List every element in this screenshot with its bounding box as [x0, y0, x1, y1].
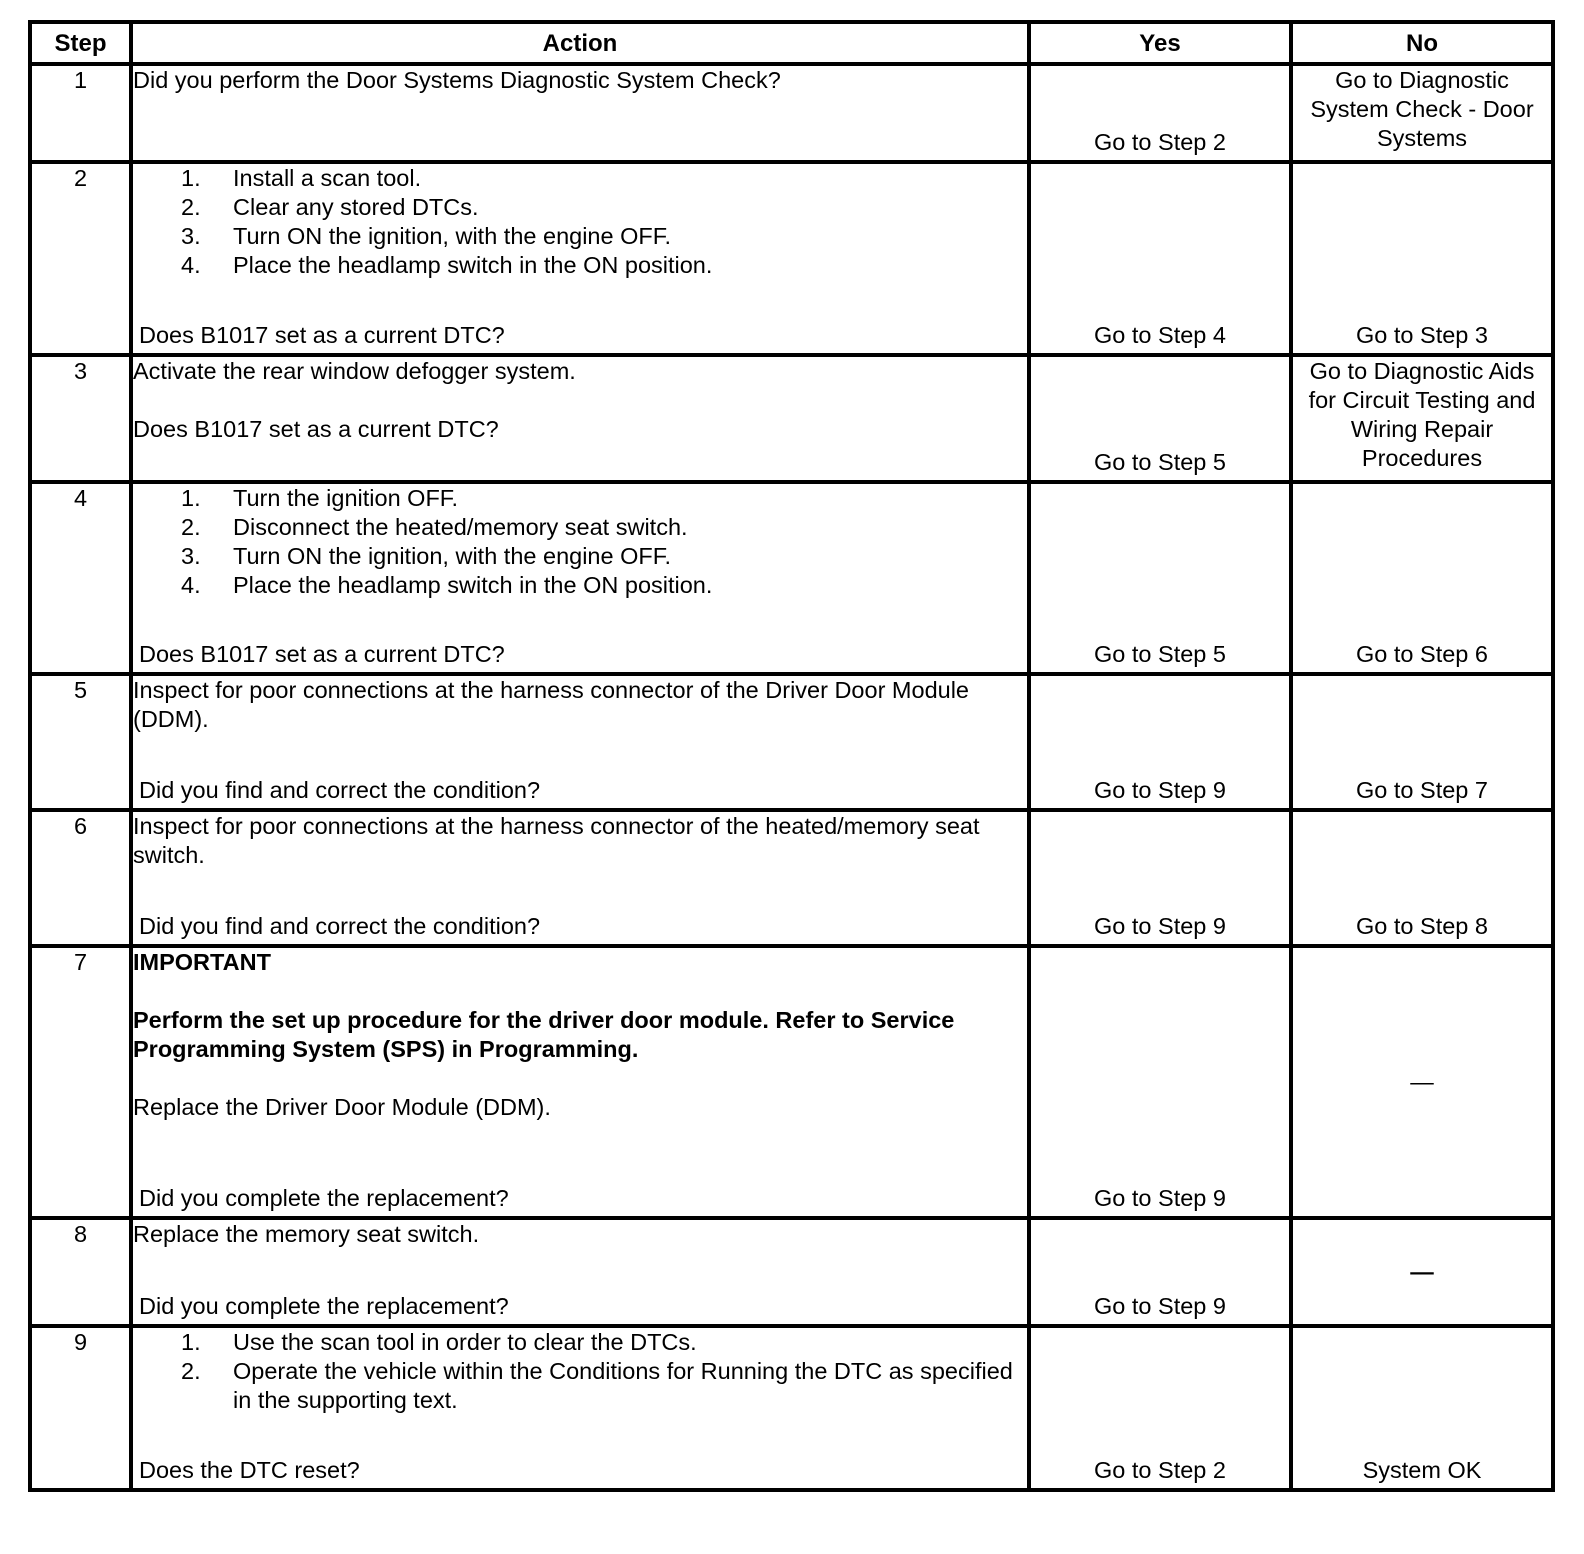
list-item: 2. Operate the vehicle within the Conditions for Running the DTC as specified in the supporting text. [181, 1358, 1013, 1413]
yes-cell [1029, 1218, 1291, 1326]
no-result: Go to Step 8 [1356, 913, 1488, 939]
header-row [30, 22, 1553, 64]
yes-result: Go to Step 4 [1094, 322, 1226, 348]
no-cell [1291, 674, 1553, 810]
question-text: Does B1017 set as a current DTC? [139, 322, 505, 348]
table-row [30, 482, 1553, 674]
action-text: Inspect for poor connections at the harness connector of the heated/memory seat switch. [133, 813, 980, 868]
yes-result: Go to Step 2 [1094, 129, 1226, 155]
yes-result: Go to Step 9 [1094, 1293, 1226, 1319]
no-result: Go to Step 3 [1356, 322, 1488, 348]
yes-cell [1029, 1326, 1291, 1490]
no-result: — [1410, 1068, 1434, 1095]
action-cell [131, 674, 1029, 810]
action-cell [131, 355, 1029, 482]
no-result: — [1410, 1258, 1434, 1285]
step-number: 3 [30, 355, 131, 482]
no-cell [1291, 482, 1553, 674]
no-result: Go to Step 6 [1356, 641, 1488, 667]
list-item: 1. Install a scan tool. [181, 165, 422, 191]
action-text: Replace the memory seat switch. [133, 1221, 480, 1247]
action-text: Inspect for poor connections at the harness connector of the Driver Door Module (DDM). [133, 677, 970, 732]
action-cell [131, 162, 1029, 355]
no-cell [1291, 1218, 1553, 1326]
action-cell [131, 1326, 1029, 1490]
yes-result: Go to Step 9 [1094, 777, 1226, 803]
list-item: 1. Turn the ignition OFF. [181, 485, 459, 511]
no-result: Go to Diagnostic Aids for Circuit Testing and Wiring Repair Procedures [1308, 358, 1536, 471]
yes-result: Go to Step 9 [1094, 913, 1226, 939]
question-text: Did you complete the replacement? [139, 1185, 509, 1211]
header-yes: Yes [1029, 22, 1291, 64]
important-note: Perform the set up procedure for the driver door module. Refer to Service Programming System (SPS) in Programming. [133, 1007, 955, 1062]
yes-cell [1029, 810, 1291, 946]
no-cell [1291, 355, 1553, 482]
question-text: Did you complete the replacement? [139, 1293, 509, 1319]
yes-cell [1029, 946, 1291, 1218]
list-item: 4. Place the headlamp switch in the ON position. [181, 252, 713, 278]
list-item: 2. Clear any stored DTCs. [181, 194, 479, 220]
action-cell [131, 1218, 1029, 1326]
yes-cell [1029, 355, 1291, 482]
action-cell [131, 64, 1029, 162]
table-row [30, 810, 1553, 946]
diagnostic-table [28, 20, 1555, 1492]
table-row [30, 946, 1553, 1218]
no-cell [1291, 64, 1553, 162]
step-number: 2 [30, 162, 131, 355]
question-text: Did you find and correct the condition? [139, 913, 541, 939]
yes-cell [1029, 162, 1291, 355]
table-row [30, 355, 1553, 482]
step-number: 4 [30, 482, 131, 674]
list-item: 3. Turn ON the ignition, with the engine OFF. [181, 223, 672, 249]
yes-cell [1029, 482, 1291, 674]
action-text: Replace the Driver Door Module (DDM). [133, 1094, 551, 1120]
list-item: 4. Place the headlamp switch in the ON position. [181, 572, 713, 598]
header-no: No [1291, 22, 1553, 64]
list-item: 3. Turn ON the ignition, with the engine OFF. [181, 543, 672, 569]
list-item: 2. Disconnect the heated/memory seat switch. [181, 514, 688, 540]
yes-result: Go to Step 2 [1094, 1457, 1226, 1483]
action-cell [131, 946, 1029, 1218]
step-number: 8 [30, 1218, 131, 1326]
yes-cell [1029, 674, 1291, 810]
no-result: Go to Diagnostic System Check - Door Systems [1310, 67, 1534, 151]
question-text: Does B1017 set as a current DTC? [139, 641, 505, 667]
no-cell [1291, 1326, 1553, 1490]
header-action: Action [131, 22, 1029, 64]
table-row [30, 64, 1553, 162]
important-label: IMPORTANT [133, 949, 271, 975]
step-number: 1 [30, 64, 131, 162]
action-cell [131, 810, 1029, 946]
yes-result: Go to Step 5 [1094, 641, 1226, 667]
table-row [30, 1326, 1553, 1490]
yes-cell [1029, 64, 1291, 162]
procedure-list [133, 1328, 1027, 1415]
question-text: Did you find and correct the condition? [139, 777, 541, 803]
table-row [30, 674, 1553, 810]
header-step: Step [30, 22, 131, 64]
procedure-list [133, 164, 1027, 280]
yes-result: Go to Step 9 [1094, 1185, 1226, 1211]
question-text: Did you perform the Door Systems Diagnostic System Check? [133, 67, 781, 93]
no-result: System OK [1362, 1457, 1482, 1483]
step-number: 5 [30, 674, 131, 810]
procedure-list [133, 484, 1027, 600]
no-cell [1291, 946, 1553, 1218]
no-cell [1291, 810, 1553, 946]
table-row [30, 1218, 1553, 1326]
action-cell [131, 482, 1029, 674]
list-item: 1. Use the scan tool in order to clear the DTCs. [181, 1329, 697, 1355]
no-result: Go to Step 7 [1356, 777, 1488, 803]
table-row [30, 162, 1553, 355]
step-number: 7 [30, 946, 131, 1218]
step-number: 6 [30, 810, 131, 946]
question-text: Does the DTC reset? [139, 1457, 360, 1483]
no-cell [1291, 162, 1553, 355]
question-text: Does B1017 set as a current DTC? [133, 416, 499, 442]
step-number: 9 [30, 1326, 131, 1490]
yes-result: Go to Step 5 [1094, 449, 1226, 475]
action-text: Activate the rear window defogger system. [133, 358, 576, 384]
